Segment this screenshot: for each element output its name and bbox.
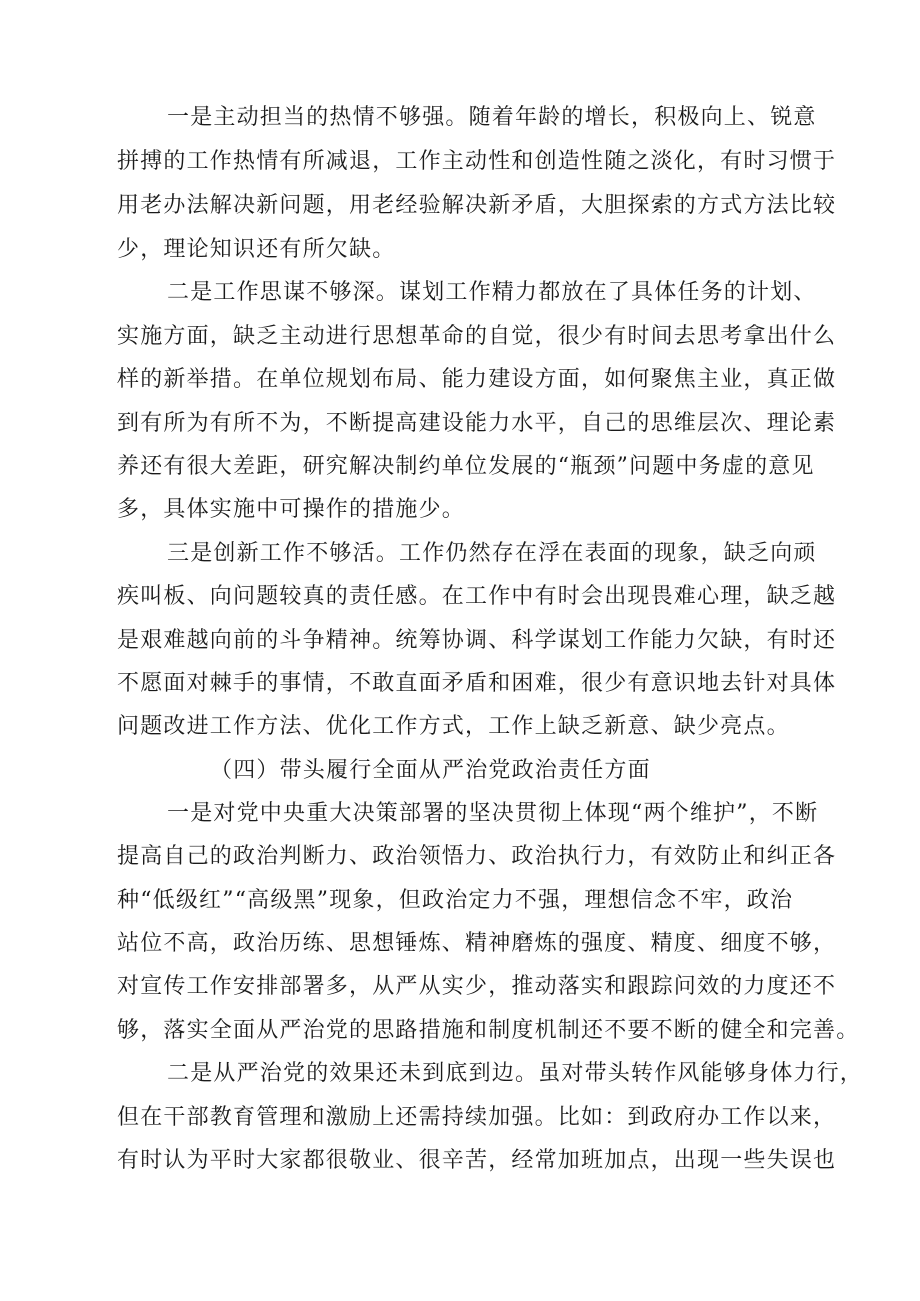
paragraph-4-line-2: 提高自己的政治判断力、政治领悟力、政治执行力，有效防止和纠正各 [117,844,837,869]
paragraph-2-line-6: 多，具体实施中可操作的措施少。 [117,497,466,522]
paragraph-5-line-1: 二是从严治党的效果还未到底到边。虽对带头转作风能够身体力行， [167,1061,864,1086]
paragraph-1-line-1: 一是主动担当的热情不够强。随着年龄的增长，积极向上、锐意 [167,105,817,130]
paragraph-4-line-1: 一是对党中央重大决策部署的坚决贯彻上体现“两个维护”，不断 [167,801,819,826]
paragraph-4-line-4: 站位不高，政治历练、思想锤炼、精神磨炼的强度、精度、细度不够， [117,931,837,956]
paragraph-3-line-4: 不愿面对棘手的事情，不敢直面矛盾和困难，很少有意识地去针对具体 [117,671,837,696]
paragraph-3-line-1: 三是创新工作不够活。工作仍然存在浮在表面的现象，缺乏向顽 [167,541,817,566]
paragraph-1-line-2: 拼搏的工作热情有所减退，工作主动性和创造性随之淡化，有时习惯于 [117,149,837,174]
paragraph-4-line-5: 对宣传工作安排部署多，从严从实少，推动落实和跟踪问效的力度还不 [117,974,837,999]
paragraph-2-line-4: 到有所为有所不为，不断提高建设能力水平，自己的思维层次、理论素 [117,411,837,436]
paragraph-1-line-4: 少，理论知识还有所欠缺。 [117,237,396,262]
paragraph-4-line-3: 种“低级红”“高级黑”现象，但政治定力不强，理想信念不牢，政治 [117,888,794,913]
paragraph-5-line-2: 但在干部教育管理和激励上还需持续加强。比如：到政府办工作以来， [117,1105,837,1130]
paragraph-5-line-3: 有时认为平时大家都很敬业、很辛苦，经常加班加点，出现一些失误也 [117,1148,837,1173]
paragraph-2-line-5: 养还有很大差距，研究解决制约单位发展的“瓶颈”问题中务虚的意见 [117,454,815,479]
paragraph-3-line-3: 是艰难越向前的斗争精神。统筹协调、科学谋划工作能力欠缺，有时还 [117,628,837,653]
section-heading-4: （四）带头履行全面从严治党政治责任方面 [210,758,651,783]
paragraph-3-line-2: 疾叫板、向问题较真的责任感。在工作中有时会出现畏难心理，缺乏越 [117,584,837,609]
paragraph-2-line-1: 二是工作思谋不够深。谋划工作精力都放在了具体任务的计划、 [167,280,817,305]
paragraph-3-line-5: 问题改进工作方法、优化工作方式，工作上缺乏新意、缺少亮点。 [117,714,790,739]
paragraph-4-line-6: 够，落实全面从严治党的思路措施和制度机制还不要不断的健全和完善。 [117,1018,860,1043]
paragraph-2-line-3: 样的新举措。在单位规划布局、能力建设方面，如何聚焦主业，真正做 [117,367,837,392]
paragraph-1-line-3: 用老办法解决新问题，用老经验解决新矛盾，大胆探索的方式方法比较 [117,193,837,218]
paragraph-2-line-2: 实施方面，缺乏主动进行思想革命的自觉，很少有时间去思考拿出什么 [117,324,837,349]
